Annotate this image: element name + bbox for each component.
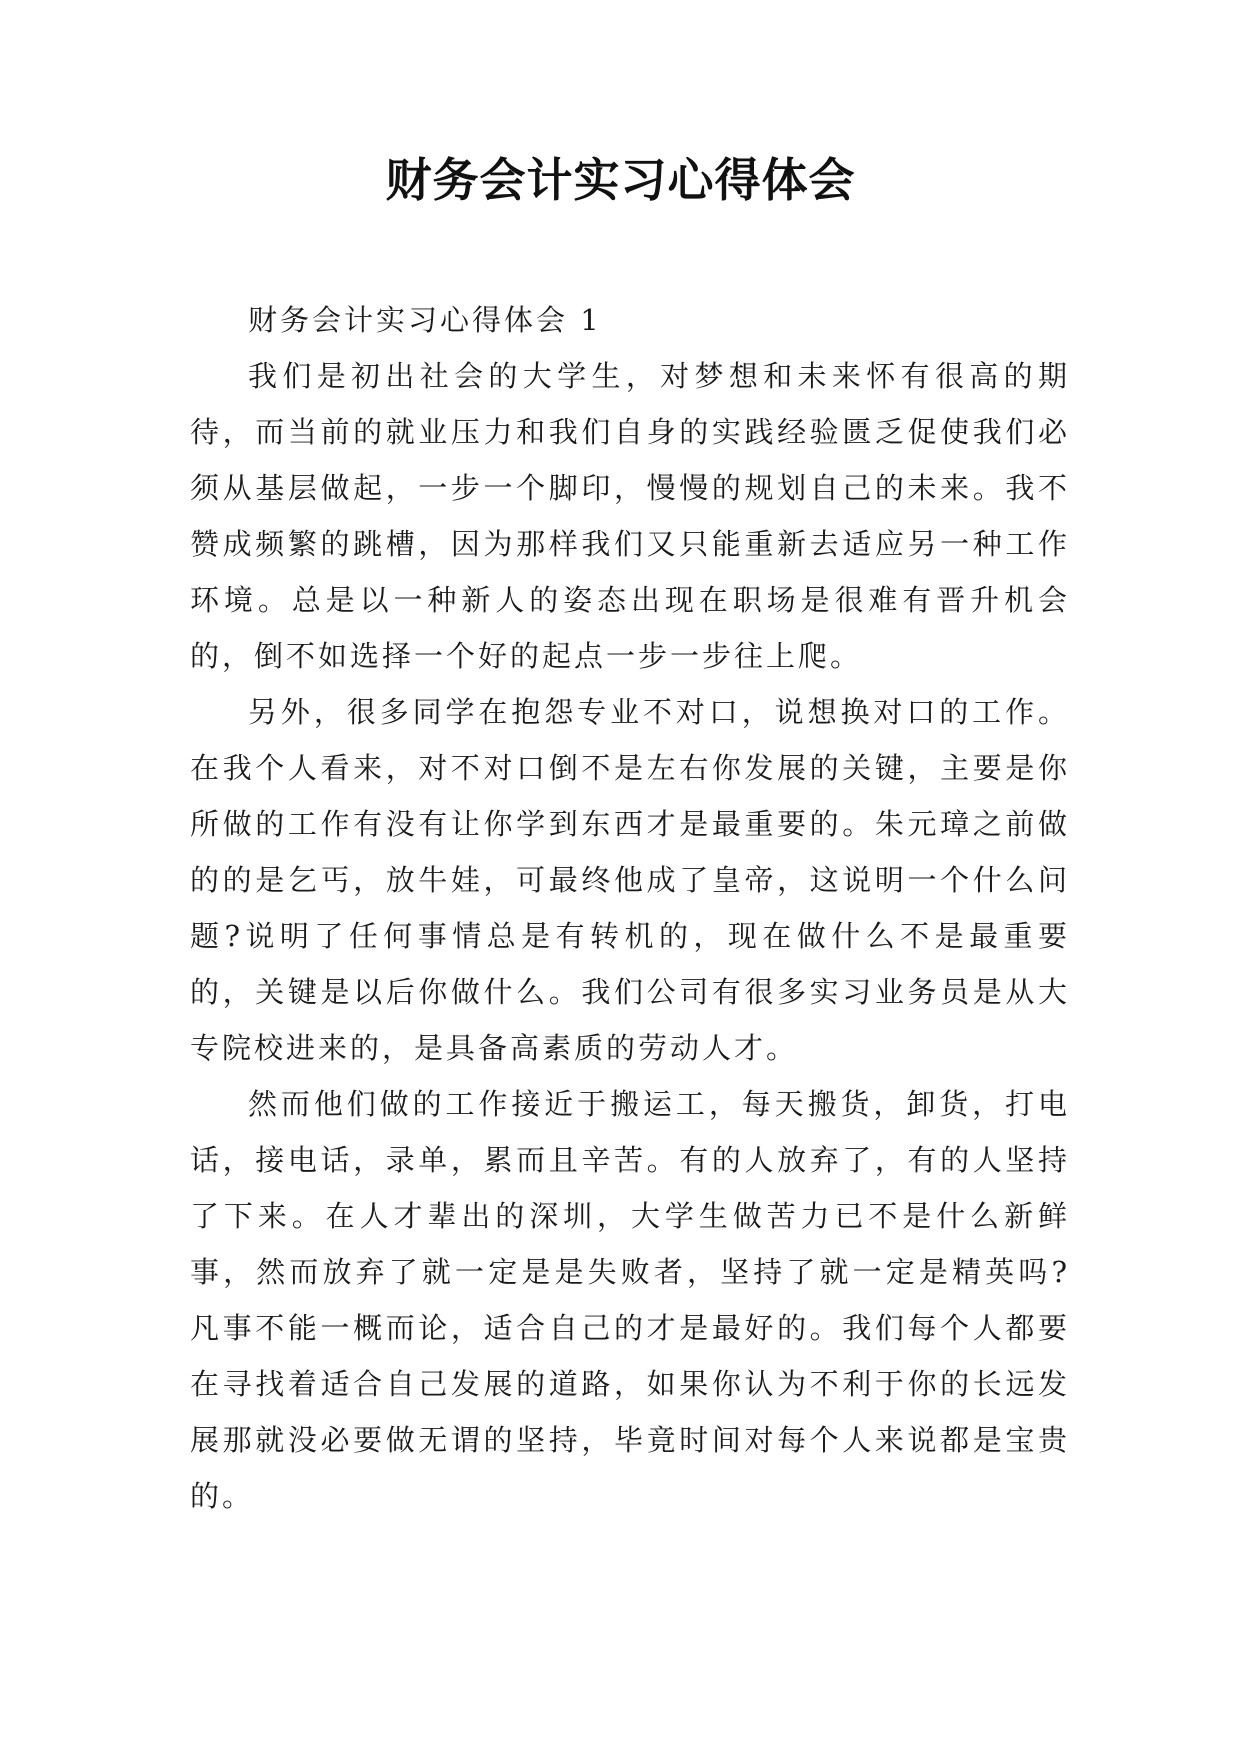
paragraph-3: 然而他们做的工作接近于搬运工，每天搬货，卸货，打电话，接电话，录单，累而且辛苦。有的人放弃了，有的人坚持了下来。在人才辈出的深圳，大学生做苦力已不是什么新鲜事，然而放弃了就一定是是失败者，坚持了就一定是精英吗?凡事不能一概而论，适合自己的才是最好的。我们每个人都要在寻找着适合自己发展的道路，如果你认为不利于你的长远发展那就没必要做无谓的坚持，毕竟时间对每个人来说都是宝贵的。 [190, 1087, 1070, 1513]
paragraph-1: 我们是初出社会的大学生，对梦想和未来怀有很高的期待，而当前的就业压力和我们自身的实践经验匮乏促使我们必须从基层做起，一步一个脚印，慢慢的规划自己的未来。我不赞成频繁的跳槽，因为那样我们又只能重新去适应另一种工作环境。总是以一种新人的姿态出现在职场是很难有晋升机会的，倒不如选择一个好的起点一步一步往上爬。 [190, 359, 1070, 673]
section-heading: 财务会计实习心得体会 1 [248, 303, 602, 337]
paragraph-2: 另外，很多同学在抱怨专业不对口，说想换对口的工作。在我个人看来，对不对口倒不是左右你发展的关键，主要是你所做的工作有没有让你学到东西才是最重要的。朱元璋之前做的的是乞丐，放牛娃，可最终他成了皇帝，这说明一个什么问题?说明了任何事情总是有转机的，现在做什么不是最重要的，关键是以后你做什么。我们公司有很多实习业务员是从大专院校进来的，是具备高素质的劳动人才。 [190, 695, 1070, 1065]
document-title: 财务会计实习心得体会 [385, 153, 856, 207]
document-body [190, 292, 1070, 1524]
